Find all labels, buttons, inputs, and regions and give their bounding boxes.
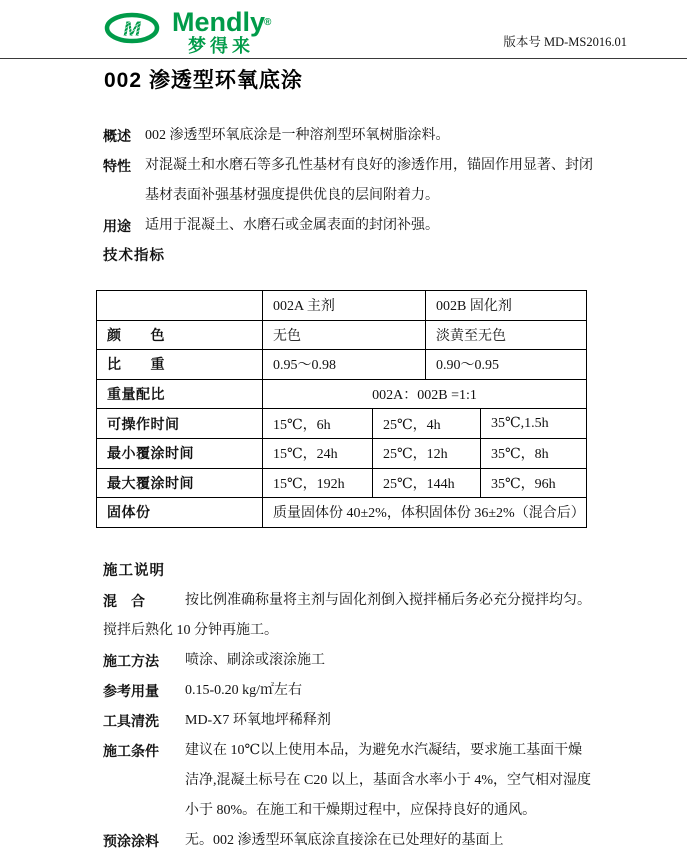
cell-gravity-a: 0.95～0.98: [263, 350, 426, 380]
cell-gravity-b: 0.90～0.95: [426, 350, 587, 380]
usage-line: [103, 211, 603, 241]
version-number: 版本号 MD-MS2016.01: [503, 35, 627, 49]
cell-solids-label: 固体份: [97, 498, 263, 528]
cleaning-line: [103, 706, 603, 736]
conditions-label: 施工条件: [103, 743, 159, 759]
conditions-text-3: 小于 80%。在施工和干燥期过程中，应保持良好的通风。: [185, 803, 537, 818]
mixing-text: 按比例准确称量将主剂与固化剂倒入搅拌桶后务必充分搅拌均匀。: [185, 593, 591, 608]
cell-color-label: 颜 色: [97, 320, 263, 350]
table-row-header: [97, 291, 587, 321]
table-row-max-recoat: [97, 468, 587, 498]
table-row-color: [97, 320, 587, 350]
cleaning-label: 工具清洗: [103, 713, 159, 729]
dosage-line: [103, 676, 603, 706]
intro-section: [103, 121, 603, 271]
registered-trademark-icon: ®: [264, 17, 272, 28]
cell-maxrecoat-35: 35℃，96h: [481, 468, 587, 498]
conditions-line-2: [103, 766, 603, 796]
brand-text: [172, 9, 265, 55]
cell-ratio-label: 重量配比: [97, 379, 263, 409]
cleaning-text: MD-X7 环氧地坪稀释剂: [185, 713, 331, 728]
tech-specs-title: 技术指标: [103, 248, 165, 264]
mendly-oval-m-icon: [104, 9, 162, 45]
features-line-2: [103, 181, 603, 211]
table-row-min-recoat: [97, 438, 587, 468]
conditions-text-2: 洁净,混凝土标号在 C20 以上，基面含水率小于 4%，空气相对湿度: [185, 773, 591, 788]
mixing-cont-line: [103, 616, 603, 646]
cell-maxrecoat-25: 25℃，144h: [373, 468, 481, 498]
method-line: [103, 646, 603, 676]
cell-header-002b: 002B 固化剂: [426, 291, 587, 321]
features-text-2: 基材表面补强基材强度提供优良的层间附着力。: [145, 188, 439, 203]
cell-minrecoat-35: 35℃，8h: [481, 438, 587, 468]
table-row-pot-life: [97, 409, 587, 439]
cell-gravity-label: 比 重: [97, 350, 263, 380]
precoat-line: [103, 826, 603, 852]
cell-color-a: 无色: [263, 320, 426, 350]
method-text: 喷涂、刷涂或滚涂施工: [185, 653, 325, 668]
brand-name-chinese: 梦得来: [188, 36, 254, 56]
cell-potlife-label: 可操作时间: [97, 409, 263, 439]
cell-solids-value: 质量固体份 40±2%，体积固体份 36±2%（混合后）: [263, 498, 587, 528]
brand-name-english: Mendly: [172, 7, 266, 37]
table-row-solids: [97, 498, 587, 528]
cell-minrecoat-25: 25℃，12h: [373, 438, 481, 468]
mixing-label: 混 合: [103, 593, 145, 609]
brand-logo: [104, 7, 272, 56]
mixing-line: [103, 586, 603, 616]
precoat-label: 预涂涂料: [103, 833, 159, 849]
cell-ratio-value: 002A：002B =1:1: [263, 379, 587, 409]
cell-minrecoat-15: 15℃，24h: [263, 438, 373, 468]
conditions-line-3: [103, 796, 603, 826]
dosage-text: 0.15-0.20 kg/㎡左右: [185, 683, 303, 698]
cell-header-002a: 002A 主剂: [263, 291, 426, 321]
header-divider: [0, 58, 687, 59]
cell-color-b: 淡黄至无色: [426, 320, 587, 350]
features-line-1: [103, 151, 603, 181]
features-label: 特性: [103, 158, 131, 174]
conditions-text-1: 建议在 10℃以上使用本品，为避免水汽凝结，要求施工基面干燥: [185, 743, 583, 758]
mixing-cont-text: 搅拌后熟化 10 分钟再施工。: [103, 623, 278, 638]
precoat-text: 无。002 渗透型环氧底涂直接涂在已处理好的基面上: [185, 833, 504, 848]
table-row-gravity: [97, 350, 587, 380]
dosage-label: 参考用量: [103, 683, 159, 699]
conditions-line-1: [103, 736, 603, 766]
cell-potlife-15: 15℃，6h: [263, 409, 373, 439]
overview-line: [103, 121, 603, 151]
usage-text: 适用于混凝土、水磨石或金属表面的封闭补强。: [145, 218, 439, 233]
spec-table: [96, 290, 587, 528]
table-row-ratio: [97, 379, 587, 409]
cell-potlife-25: 25℃，4h: [373, 409, 481, 439]
construction-section: [103, 556, 603, 852]
cell-potlife-35: 35℃,1.5h: [481, 409, 587, 439]
cell-minrecoat-label: 最小覆涂时间: [97, 438, 263, 468]
construction-title: 施工说明: [103, 563, 165, 579]
method-label: 施工方法: [103, 653, 159, 669]
usage-label: 用途: [103, 218, 131, 234]
cell-blank: [97, 291, 263, 321]
overview-label: 概述: [103, 128, 131, 144]
cell-maxrecoat-label: 最大覆涂时间: [97, 468, 263, 498]
overview-text: 002 渗透型环氧底涂是一种溶剂型环氧树脂涂料。: [145, 128, 450, 143]
page-title: 002 渗透型环氧底涂: [104, 69, 303, 92]
svg-text:M: M: [123, 18, 141, 41]
features-text-1: 对混凝土和水磨石等多孔性基材有良好的渗透作用，锚固作用显著、封闭: [145, 158, 593, 173]
cell-maxrecoat-15: 15℃，192h: [263, 468, 373, 498]
